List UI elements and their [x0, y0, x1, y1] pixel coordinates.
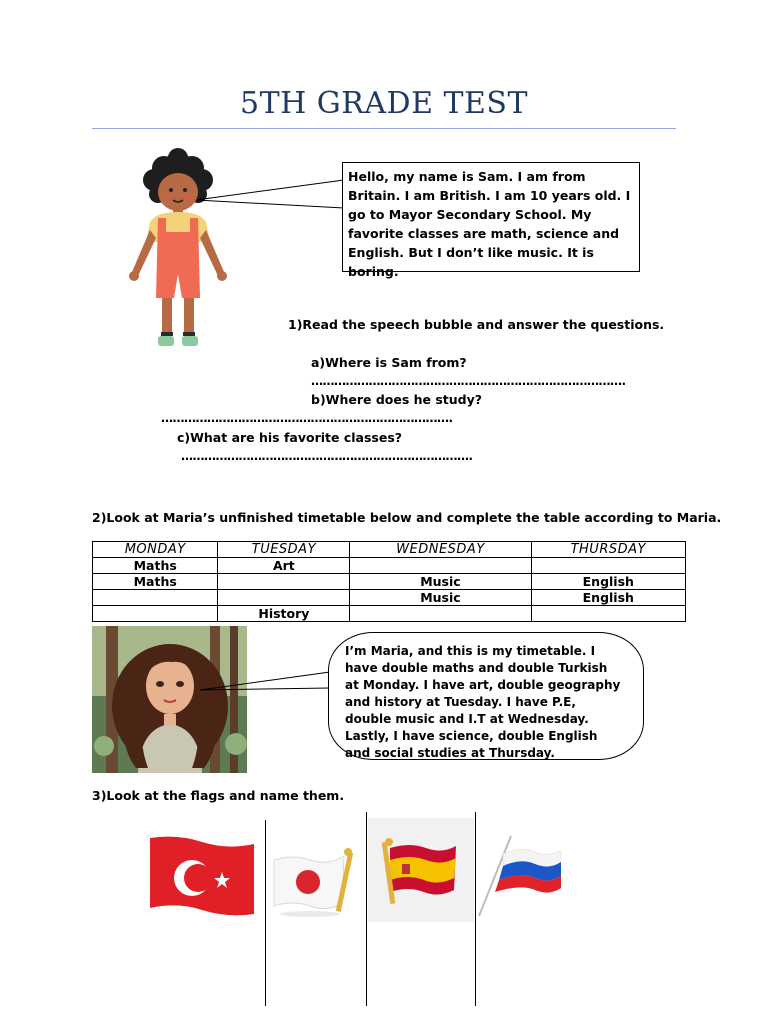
answer-line-1a[interactable]: ………………………………………………………………………. — [311, 374, 626, 388]
timetable-cell[interactable] — [218, 574, 350, 590]
timetable-header: THURSDAY — [531, 542, 685, 558]
timetable-cell[interactable]: Art — [218, 558, 350, 574]
question-2-prompt: 2)Look at Maria’s unfinished timetable below and complete the table according to Maria. — [92, 510, 722, 525]
timetable-cell[interactable]: Maths — [93, 558, 218, 574]
turkey-flag-icon — [148, 834, 256, 918]
title-underline — [92, 128, 676, 129]
flag-divider — [366, 812, 367, 1006]
page-title: 5TH GRADE TEST — [240, 86, 528, 121]
timetable-cell[interactable] — [350, 558, 531, 574]
timetable-header: WEDNESDAY — [350, 542, 531, 558]
maria-bubble-text: I’m Maria, and this is my timetable. I have double maths and double Turkish at Monday. I have art, double geography and history at Tuesday. I have P.E, double music and I.T at Wednesday. Lastly, I have science, double English and social studies at Thursday. — [345, 644, 621, 760]
timetable-cell[interactable] — [93, 606, 218, 622]
question-1a: a)Where is Sam from? — [311, 355, 467, 370]
timetable-cell[interactable]: History — [218, 606, 350, 622]
timetable-row — [93, 606, 686, 622]
japan-flag-icon — [270, 846, 356, 920]
russia-flag-icon — [477, 834, 563, 918]
timetable-cell[interactable] — [350, 606, 531, 622]
timetable-cell[interactable]: Music — [350, 574, 531, 590]
timetable-cell[interactable]: Music — [350, 590, 531, 606]
timetable-cell[interactable]: English — [531, 590, 685, 606]
timetable-header: MONDAY — [93, 542, 218, 558]
question-1-prompt: 1)Read the speech bubble and answer the questions. — [288, 317, 665, 332]
timetable-cell[interactable] — [531, 606, 685, 622]
spain-flag-icon — [368, 818, 474, 922]
question-1c: c)What are his favorite classes? — [177, 430, 403, 445]
flag-divider — [265, 820, 266, 1006]
answer-line-1c[interactable]: …………………………………………………………………. — [181, 449, 473, 463]
timetable-cell[interactable]: English — [531, 574, 685, 590]
timetable-header: TUESDAY — [218, 542, 350, 558]
timetable-header-row — [93, 542, 686, 558]
question-3-prompt: 3)Look at the flags and name them. — [92, 788, 345, 803]
timetable-cell[interactable] — [218, 590, 350, 606]
answer-line-1b[interactable]: …………………………………………………………………. — [161, 411, 453, 425]
maria-illustration — [92, 626, 247, 773]
timetable-row — [93, 558, 686, 574]
sam-illustration — [126, 146, 236, 352]
timetable-row — [93, 590, 686, 606]
timetable — [92, 541, 686, 622]
timetable-cell[interactable] — [93, 590, 218, 606]
flag-divider — [475, 812, 476, 1006]
timetable-row — [93, 574, 686, 590]
timetable-cell[interactable] — [531, 558, 685, 574]
sam-speech-bubble: Hello, my name is Sam. I am from Britain. I am British. I am 10 years old. I go to Mayor Secondary School. My favorite classes are math, science and English. But I don’t like music. It is boring. — [342, 162, 640, 272]
sam-bubble-pointer — [196, 178, 346, 212]
timetable-cell[interactable]: Maths — [93, 574, 218, 590]
maria-bubble-pointer — [200, 670, 332, 692]
question-1b: b)Where does he study? — [311, 392, 483, 407]
